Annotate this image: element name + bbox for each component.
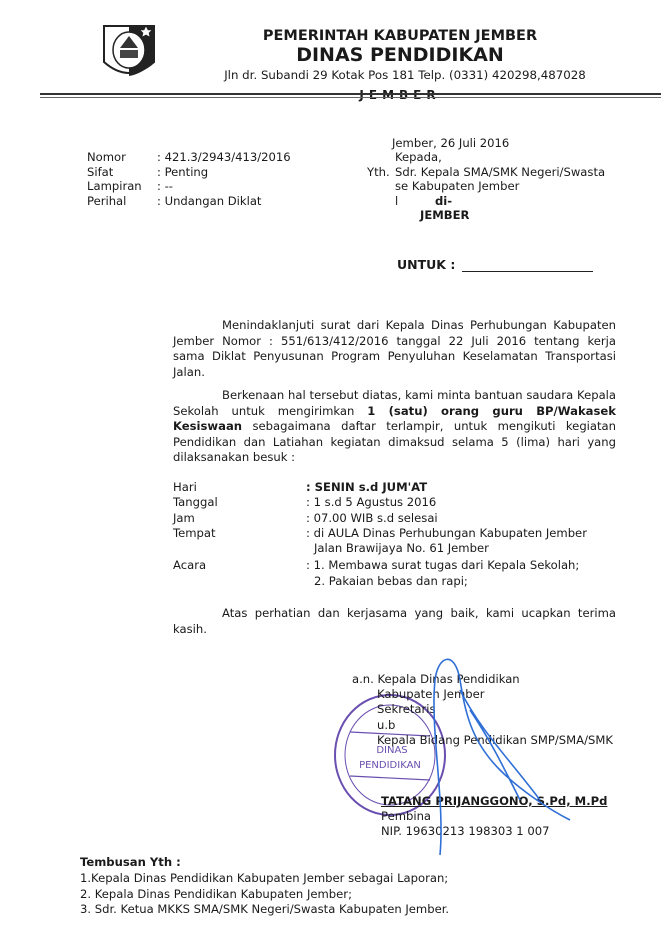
recipient-block bbox=[367, 136, 605, 222]
paragraph-line: Jember Nomor : 551/613/412/2016 tanggal 22 Juli 2016 tentang kerja bbox=[173, 333, 616, 348]
schedule-value: : di AULA Dinas Perhubungan Kabupaten Jember bbox=[306, 525, 587, 540]
svg-text:DINAS: DINAS bbox=[376, 745, 408, 756]
regency-emblem-logo bbox=[100, 22, 158, 80]
letter-date: Jember, 26 Juli 2016 bbox=[392, 136, 510, 150]
untuk-blank-line bbox=[462, 271, 593, 272]
signature-line: Sekretaris bbox=[377, 702, 436, 717]
signature-line: Kabupaten Jember bbox=[377, 687, 485, 702]
recipient-marker: l bbox=[395, 193, 399, 208]
recipient-kepada: Kepada, bbox=[395, 150, 442, 165]
handwritten-signature bbox=[400, 650, 580, 860]
schedule-value: : 07.00 WIB s.d selesai bbox=[306, 510, 438, 525]
paragraph-line: Pendidikan dan Latiahan kegiatan dimaksud selama 5 (lima) hari yang bbox=[173, 434, 616, 449]
schedule-value: 2. Pakaian bebas dan rapi; bbox=[314, 573, 468, 588]
svg-text:PENDIDIKAN: PENDIDIKAN bbox=[359, 760, 421, 771]
meta-label: Nomor bbox=[87, 150, 126, 164]
paragraph-line: Berkenaan hal tersebut diatas, kami minta bantuan saudara Kepala bbox=[222, 388, 616, 402]
meta-label: Perihal bbox=[87, 193, 127, 208]
paragraph-emphasis: 1 (satu) orang guru BP/Wakasek bbox=[367, 403, 616, 418]
signature-on-behalf: a.n. Kepala Dinas Pendidikan bbox=[352, 672, 520, 686]
recipient-yth: Yth. bbox=[367, 164, 390, 179]
signatory-name: TATANG PRIJANGGONO, S.Pd, M.Pd bbox=[381, 794, 608, 809]
meta-value: : 421.3/2943/413/2016 bbox=[157, 150, 291, 164]
schedule-label: Hari bbox=[173, 480, 197, 494]
schedule-value: : 1. Membawa surat tugas dari Kepala Sekolah; bbox=[306, 558, 580, 573]
header-address: Jln dr. Subandi 29 Kotak Pos 181 Telp. (0331) 420298,487028 bbox=[224, 68, 586, 82]
schedule-value: Jalan Brawijaya No. 61 Jember bbox=[314, 541, 489, 556]
schedule-label: Tempat bbox=[173, 525, 216, 540]
paragraph-closing bbox=[173, 606, 616, 637]
paragraph-request bbox=[173, 388, 616, 466]
signatory-rank: Pembina bbox=[381, 809, 432, 824]
meta-value: : Undangan Diklat bbox=[157, 193, 262, 208]
recipient-di: di- bbox=[435, 193, 453, 208]
recipient-line1: Sdr. Kepala SMA/SMK Negeri/Swasta bbox=[395, 164, 606, 179]
paragraph-intro bbox=[173, 318, 616, 380]
meta-label: Lampiran bbox=[87, 179, 142, 194]
cc-title: Tembusan Yth : bbox=[80, 855, 181, 869]
paragraph-line: kasih. bbox=[173, 621, 207, 636]
paragraph-line: dilaksanakan besuk : bbox=[173, 450, 296, 465]
meta-label: Sifat bbox=[87, 164, 114, 179]
cc-item: 3. Sdr. Ketua MKKS SMA/SMK Negeri/Swasta Kabupaten Jember. bbox=[80, 902, 450, 917]
recipient-line2: se Kabupaten Jember bbox=[395, 179, 520, 194]
header-department-title: DINAS PENDIDIKAN bbox=[296, 44, 504, 66]
untuk-label: UNTUK : bbox=[397, 257, 456, 272]
schedule-value: : 1 s.d 5 Agustus 2016 bbox=[306, 495, 437, 510]
paragraph-emphasis: Kesiswaan bbox=[173, 419, 243, 434]
schedule-table bbox=[173, 480, 587, 589]
paragraph-text: Sekolah untuk mengirimkan bbox=[173, 403, 368, 418]
meta-value: : -- bbox=[157, 179, 173, 194]
signature-line: Kepala Bidang Pendidikan SMP/SMA/SMK bbox=[377, 732, 613, 747]
recipient-place: JEMBER bbox=[420, 208, 470, 223]
schedule-value: : SENIN s.d JUM'AT bbox=[306, 480, 428, 494]
schedule-label: Jam bbox=[173, 510, 195, 525]
cc-item: 1.Kepala Dinas Pendidikan Kabupaten Jember sebagai Laporan; bbox=[80, 870, 449, 885]
letter-meta bbox=[87, 150, 291, 208]
cc-item: 2. Kepala Dinas Pendidikan Kabupaten Jember; bbox=[80, 886, 352, 901]
signatory-nip: NIP. 19630213 198303 1 007 bbox=[381, 824, 550, 839]
carbon-copy-list bbox=[80, 855, 449, 918]
meta-value: : Penting bbox=[157, 164, 209, 179]
paragraph-text: sebagaimana daftar terlampir, untuk mengikuti kegiatan bbox=[242, 419, 616, 434]
header-divider-thin bbox=[40, 97, 661, 98]
schedule-label: Acara bbox=[173, 558, 207, 573]
paragraph-line: Menindaklanjuti surat dari Kepala Dinas Perhubungan Kabupaten bbox=[222, 318, 616, 332]
header-divider bbox=[40, 93, 661, 95]
paragraph-line: Atas perhatian dan kerjasama yang baik, kami ucapkan terima bbox=[222, 606, 616, 620]
header-city: JEMBER bbox=[359, 88, 441, 102]
paragraph-line: Jalan. bbox=[173, 364, 205, 379]
paragraph-line: sama Diklat Penyusunan Program Penyuluhan Keselamatan Transportasi bbox=[173, 349, 616, 364]
schedule-label: Tanggal bbox=[173, 495, 218, 510]
header-government-title: PEMERINTAH KABUPATEN JEMBER bbox=[262, 28, 538, 44]
signature-line: u.b bbox=[377, 717, 396, 732]
